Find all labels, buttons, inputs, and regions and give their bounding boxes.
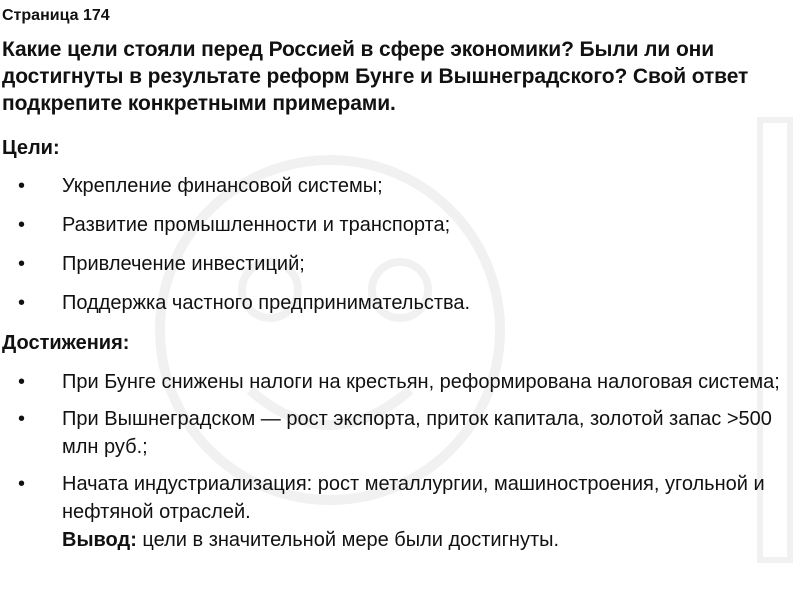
bullet-icon: • bbox=[18, 214, 26, 236]
bullet-icon: • bbox=[18, 408, 26, 430]
goals-list bbox=[0, 172, 800, 328]
achievement-text: Начата индустриализация: рост металлургии, машиностроения, угольной и нефтяной отраслей. bbox=[62, 473, 765, 523]
goal-text: Укрепление финансовой системы; bbox=[62, 175, 383, 197]
goal-text: Привлечение инвестиций; bbox=[62, 253, 305, 275]
achievements-list bbox=[0, 368, 800, 563]
list-item bbox=[0, 172, 800, 200]
question-text: Какие цели стояли перед Россией в сфере экономики? Были ли они достигнуты в результате реформ Бунге и Вышнеградского? Свой ответ подкрепите конкретными примерами. bbox=[2, 38, 749, 115]
list-item bbox=[0, 405, 800, 461]
goal-text: Развитие промышленности и транспорта; bbox=[62, 214, 451, 236]
achievement-text: При Вышнеградском — рост экспорта, приток капитала, золотой запас >500 млн руб.; bbox=[62, 408, 772, 458]
goal-text: Поддержка частного предпринимательства. bbox=[62, 292, 471, 314]
list-item bbox=[0, 368, 800, 396]
bullet-icon: • bbox=[18, 253, 26, 275]
achievement-text: При Бунге снижены налоги на крестьян, реформирована налоговая система; bbox=[62, 371, 780, 393]
bullet-icon: • bbox=[18, 175, 26, 197]
goals-heading: Цели: bbox=[2, 137, 60, 159]
bullet-icon: • bbox=[18, 473, 26, 495]
bullet-icon: • bbox=[18, 371, 26, 393]
list-item bbox=[0, 289, 800, 317]
list-item bbox=[0, 470, 800, 554]
achievements-heading: Достижения: bbox=[2, 332, 130, 354]
conclusion-label: Вывод: bbox=[62, 529, 137, 551]
list-item bbox=[0, 250, 800, 278]
conclusion-text: цели в значительной мере были достигнуты. bbox=[136, 529, 560, 551]
page-number-label: Страница 174 bbox=[2, 7, 110, 24]
list-item bbox=[0, 211, 800, 239]
bullet-icon: • bbox=[18, 292, 26, 314]
